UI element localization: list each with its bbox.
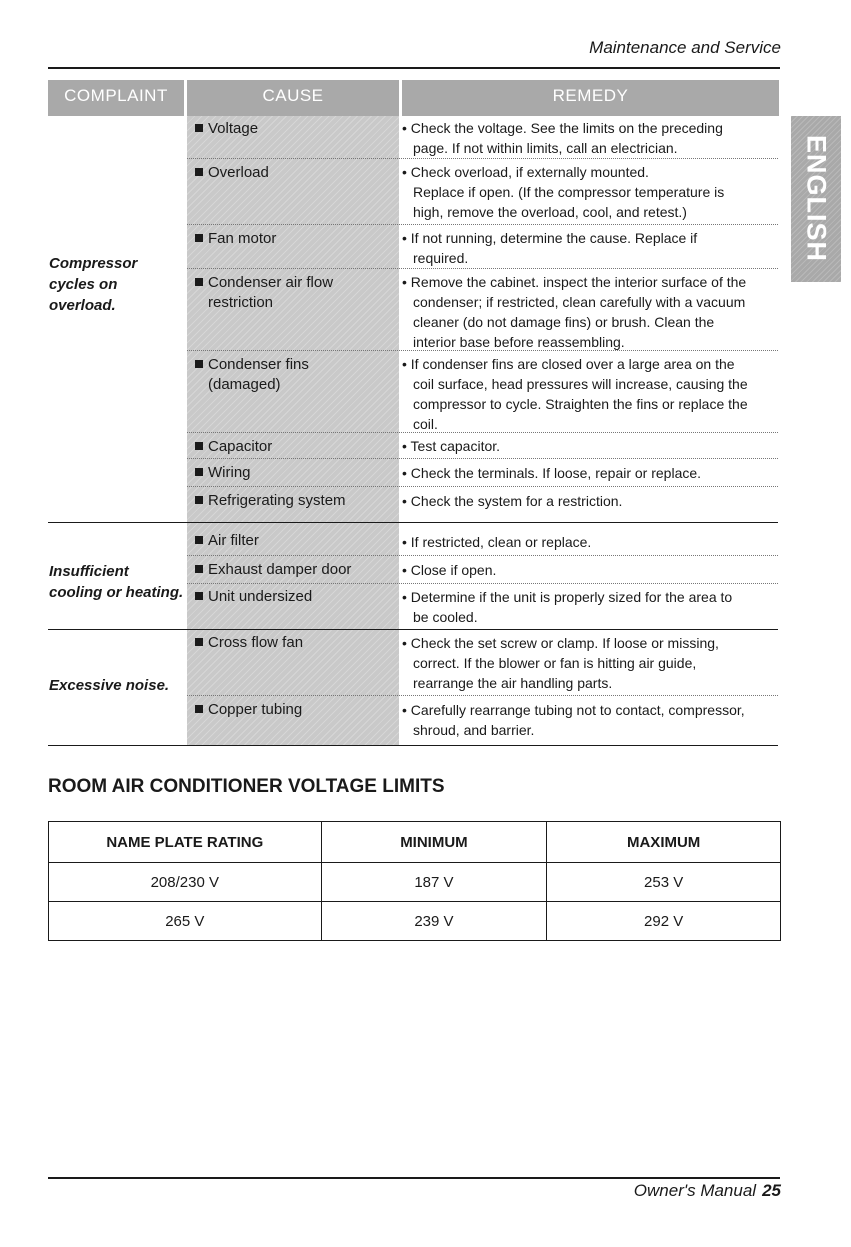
column-header-complaint: COMPLAINT bbox=[64, 86, 168, 105]
row-divider bbox=[187, 432, 778, 433]
header-name-plate-rating: NAME PLATE RATING bbox=[49, 822, 322, 863]
language-tab-label: ENGLISH bbox=[801, 135, 832, 263]
cause-air-filter: Air filter bbox=[195, 531, 259, 551]
group-divider bbox=[48, 629, 778, 630]
cause-exhaust-damper: Exhaust damper door bbox=[195, 560, 351, 580]
rating-cell: 265 V bbox=[49, 902, 322, 941]
section-title: ROOM AIR CONDITIONER VOLTAGE LIMITS bbox=[48, 776, 445, 797]
remedy-unit-undersized: • Determine if the unit is properly sized for the area to be cooled. bbox=[402, 589, 733, 625]
minimum-cell: 187 V bbox=[321, 863, 547, 902]
row-divider bbox=[187, 695, 778, 696]
remedy-cross-flow-fan: • Check the set screw or clamp. If loose or missing, correct. If the blower or fan is hitting air guide, rearrange the air handling parts. bbox=[402, 635, 719, 691]
header-minimum: MINIMUM bbox=[321, 822, 547, 863]
remedy-fan-motor: • If not running, determine the cause. Replace if required. bbox=[402, 230, 698, 266]
row-divider bbox=[187, 583, 778, 584]
remedy-wiring: • Check the terminals. If loose, repair or replace. bbox=[402, 465, 702, 481]
column-header-cause: CAUSE bbox=[262, 86, 324, 105]
page-header-title: Maintenance and Service bbox=[589, 38, 781, 57]
complaint-insufficient: Insufficient cooling or heating. bbox=[49, 563, 184, 601]
header-maximum: MAXIMUM bbox=[547, 822, 781, 863]
remedy-copper-tubing: • Carefully rearrange tubing not to contact, compressor, shroud, and barrier. bbox=[402, 702, 745, 738]
remedy-voltage: • Check the voltage. See the limits on the preceding page. If not within limits, call an electrician. bbox=[402, 120, 723, 156]
remedy-capacitor: • Test capacitor. bbox=[402, 438, 501, 454]
row-divider bbox=[187, 458, 778, 459]
footer-rule bbox=[48, 1177, 780, 1179]
remedy-condenser-air-flow: • Remove the cabinet. inspect the interior surface of the condenser; if restricted, clean carefully with a vacuum cleaner (do not damage fins) or brush. Clean the interior base before reassembling. bbox=[402, 274, 747, 350]
language-tab bbox=[791, 116, 841, 282]
page-number: 25 bbox=[762, 1181, 781, 1200]
row-divider bbox=[187, 555, 778, 556]
complaint-compressor: Compressor cycles on overload. bbox=[49, 255, 138, 314]
maximum-cell: 292 V bbox=[547, 902, 781, 941]
remedy-refrigerating-system: • Check the system for a restriction. bbox=[402, 493, 623, 509]
remedy-condenser-fins: • If condenser fins are closed over a large area on the coil surface, head pressures will increase, causing the compressor to cycle. Straighten the fins or replace the coil. bbox=[402, 356, 748, 432]
header-rule bbox=[48, 67, 780, 69]
row-divider bbox=[187, 224, 778, 225]
row-divider bbox=[187, 158, 778, 159]
cause-unit-undersized: Unit undersized bbox=[195, 587, 312, 607]
row-divider bbox=[187, 268, 778, 269]
cause-condenser-air-flow: Condenser air flow restriction bbox=[195, 273, 333, 313]
cause-capacitor: Capacitor bbox=[195, 437, 272, 457]
remedy-overload: • Check overload, if externally mounted. Replace if open. (If the compressor temperature is high, remove the overload, cool, and retest.) bbox=[402, 164, 725, 220]
rating-cell: 208/230 V bbox=[49, 863, 322, 902]
cause-voltage: Voltage bbox=[195, 119, 258, 139]
table-header-row bbox=[49, 822, 781, 863]
complaint-noise: Excessive noise. bbox=[49, 677, 170, 694]
cause-cross-flow-fan: Cross flow fan bbox=[195, 633, 303, 653]
row-divider bbox=[187, 350, 778, 351]
cause-condenser-fins: Condenser fins (damaged) bbox=[195, 355, 309, 395]
cause-overload: Overload bbox=[195, 163, 269, 183]
cause-wiring: Wiring bbox=[195, 463, 251, 483]
cause-fan-motor: Fan motor bbox=[195, 229, 276, 249]
maximum-cell: 253 V bbox=[547, 863, 781, 902]
voltage-limits-table bbox=[48, 821, 781, 941]
cause-copper-tubing: Copper tubing bbox=[195, 700, 302, 720]
table-row bbox=[49, 902, 781, 941]
table-row bbox=[49, 863, 781, 902]
remedy-exhaust-damper: • Close if open. bbox=[402, 562, 497, 578]
page-footer bbox=[634, 1181, 781, 1201]
group-divider bbox=[48, 522, 778, 523]
remedy-air-filter: • If restricted, clean or replace. bbox=[402, 534, 592, 550]
minimum-cell: 239 V bbox=[321, 902, 547, 941]
group-divider bbox=[48, 745, 778, 746]
cause-refrigerating-system: Refrigerating system bbox=[195, 491, 346, 511]
footer-label: Owner's Manual bbox=[633, 1181, 757, 1200]
row-divider bbox=[187, 486, 778, 487]
column-header-remedy: REMEDY bbox=[552, 86, 629, 105]
